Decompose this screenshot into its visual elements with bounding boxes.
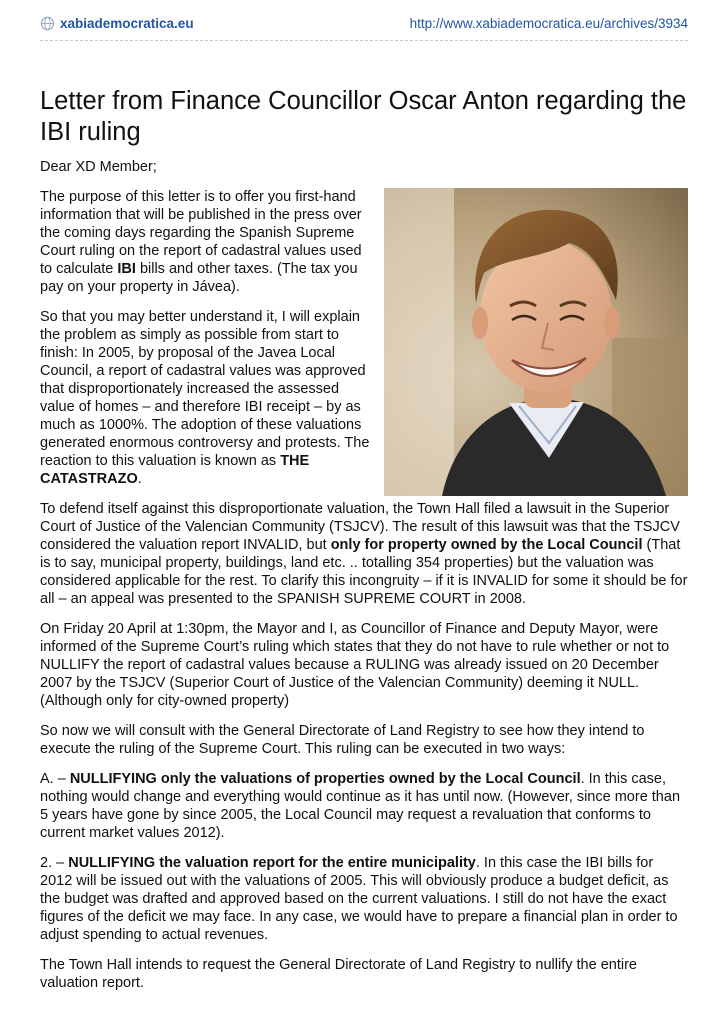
paragraph-7: 2. – NULLIFYING the valuation report for the entire municipality. In this case the IBI bills for 2012 will be issued out with the valuations of 2005. This will obviously produce a budget deficit, as the budget was drafted and approved based on the current valuations. I still do not have the exact figures of the deficit we may face. In any case, we would have to prepare a financial plan in order to adjust spending to actual revenues. <box>40 855 678 943</box>
page-header <box>40 14 688 36</box>
paragraph-8: The Town Hall intends to request the General Directorate of Land Registry to nullify the entire valuation report. <box>40 957 637 991</box>
globe-icon <box>40 16 55 31</box>
header-divider <box>40 40 688 41</box>
paragraph-2: So that you may better understand it, I will explain the problem as simply as possible from start to finish: In 2005, by proposal of the Javea Local Council, a report of cadastral values was approved that disproportionately increased the assessed value of homes – and therefore IBI receipt – by as much as 1000%. The adoption of these valuations generated enormous controversy and protests. The reaction to this valuation is known as THE CATASTRAZO. <box>40 309 370 487</box>
site-name: xabiademocratica.eu <box>60 16 194 31</box>
paragraph-4: On Friday 20 April at 1:30pm, the Mayor and I, as Councillor of Finance and Deputy Mayor, were informed of the Supreme Court’s ruling which states that they do not have to rule whether or not to NULLIFY the report of cadastral values because a RULING was already issued on 20 December 2007 by the TSJCV (Superior Court of Justice of the Valencian Community) deeming it NULL. (Although only for city-owned property) <box>40 621 670 709</box>
article-url[interactable]: http://www.xabiademocratica.eu/archives/3934 <box>409 16 688 31</box>
author-photo <box>384 188 688 496</box>
paragraph-3: To defend itself against this disproportionate valuation, the Town Hall filed a lawsuit in the Superior Court of Justice of the Valencian Community (TSJCV). The result of this lawsuit was that the TSJCV considered the valuation report INVALID, but only for property owned by the Local Council (That is to say, municipal property, buildings, land etc. .. totalling 354 properties) but the valuation was considered applicable for the rest. To clarify this incongruity – if it is INVALID for some it should be for all – an appeal was presented to the SPANISH SUPREME COURT in 2008. <box>40 501 688 607</box>
paragraph-6: A. – NULLIFYING only the valuations of properties owned by the Local Council. In this case, nothing would change and everything would continue as it has until now. (However, since more than 5 years have gone by since 2005, the Local Council may request a revaluation that conforms to current market values 2012). <box>40 771 681 841</box>
paragraph-1: The purpose of this letter is to offer you first-hand information that will be published in the press over the coming days regarding the Spanish Supreme Court ruling on the report of cadastral values used to calculate IBI bills and other taxes. (The tax you pay on your property in Jávea). <box>40 189 362 295</box>
paragraph-5: So now we will consult with the General Directorate of Land Registry to see how they intend to execute the ruling of the Supreme Court. This ruling can be executed in two ways: <box>40 723 645 757</box>
salutation: Dear XD Member; <box>40 159 157 175</box>
article <box>40 86 688 1004</box>
site-link[interactable] <box>40 16 194 31</box>
article-title: Letter from Finance Councillor Oscar Anton regarding the IBI ruling <box>40 87 687 146</box>
